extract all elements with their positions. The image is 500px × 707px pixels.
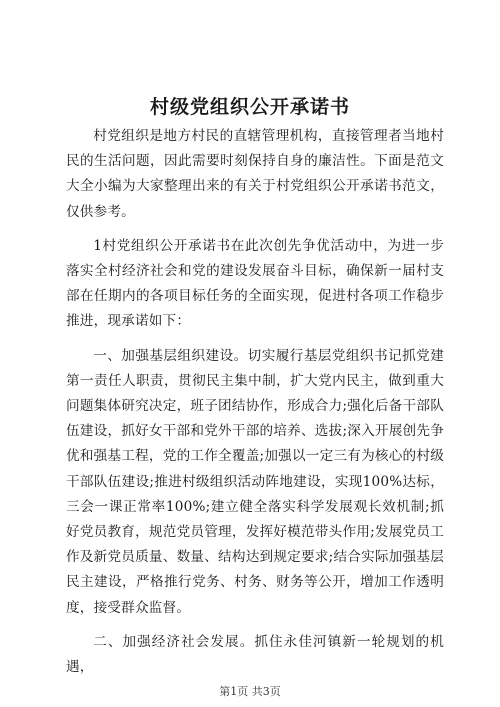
paragraph-commitment: 1村党组织公开承诺书在此次创先争优活动中，为进一步落实全村经济社会和党的建设发展奋斗目标，确保新一届村支部在任期内的各项目标任务的全面实现，促进村各项工作稳步推进，现承诺如下： bbox=[66, 237, 444, 330]
page-footer: 第1页 共3页 bbox=[219, 685, 281, 698]
paragraph-section-1: 一、加强基层组织建设。切实履行基层党组织书记抓党建第一责任人职责，贯彻民主集中制，扩大党内民主，做到重大问题集体研究决定，班子团结协作，形成合力;强化后备干部队伍建设，抓好女干部和党外干部的培养、选拔;深入开展创先争优和强基工程，党的工作全覆盖;加强以一定三有为核心的村级干部队伍建设;推进村级组织活动阵地建设，实现100%达标，三会一课正常率100%;建立健全落实科学发展观长效机制;抓好党员教育，规范党员管理，发挥好模范带头作用;发展党员工作及新党员质量、数量、结构达到规定要求;结合实际加强基层民主建设，严格推行党务、村务、财务等公开，增加工作透明度，接受群众监督。 bbox=[66, 347, 444, 616]
paragraph-intro: 村党组织是地方村民的直辖管理机构，直接管理者当地村民的生活问题，因此需要时刻保持自身的廉洁性。下面是范文大全小编为大家整理出来的有关于村党组织公开承诺书范文，仅供参考。 bbox=[66, 128, 444, 220]
document-body bbox=[66, 124, 444, 689]
paragraph-section-2: 二、加强经济社会发展。抓住永佳河镇新一轮规划的机遇， bbox=[66, 633, 444, 676]
document-title: 村级党组织公开承诺书 bbox=[149, 96, 350, 118]
